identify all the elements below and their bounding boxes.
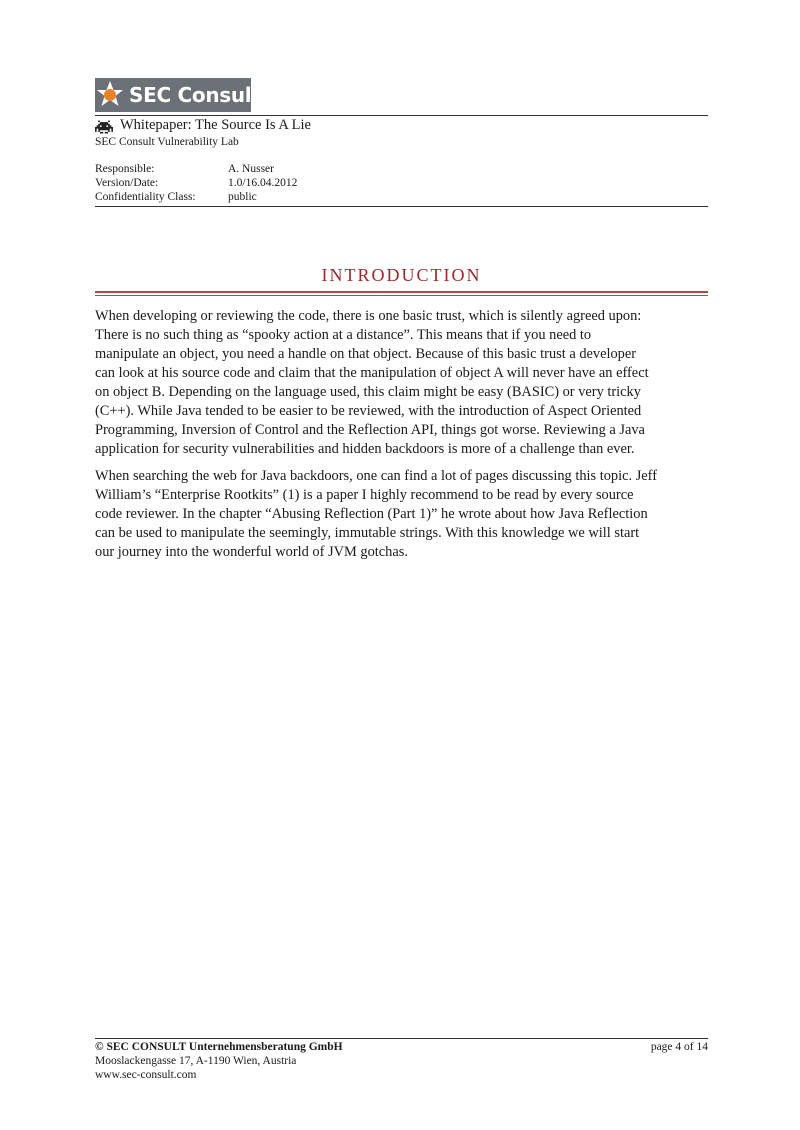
paragraph-line: application for security vulnerabilities and hidden backdoors is more of a challenge than ever. — [95, 441, 635, 457]
document-title-row — [95, 117, 311, 134]
paragraph-1 — [95, 307, 708, 459]
meta-row-confidentiality — [95, 191, 297, 205]
document-title: Whitepaper: The Source Is A Lie — [120, 117, 311, 133]
paragraph-line: William’s “Enterprise Rootkits” (1) is a paper I highly recommend to be read by every source — [95, 487, 634, 503]
footer-address: Mooslackengasse 17, A-1190 Wien, Austria — [95, 1055, 297, 1067]
header-bottom-rule — [95, 206, 708, 207]
paragraph-line: manipulate an object, you need a handle on that object. Because of this basic trust a developer — [95, 346, 637, 362]
meta-value: public — [228, 191, 257, 203]
paragraph-line: can look at his source code and claim that the manipulation of object A will never have an effect — [95, 365, 649, 381]
meta-label: Responsible: — [95, 163, 155, 175]
meta-label: Version/Date: — [95, 177, 159, 189]
footer-website: www.sec-consult.com — [95, 1069, 197, 1081]
sec-consult-logo — [95, 78, 261, 112]
meta-row-responsible — [95, 163, 297, 177]
logo-text: SEC Consult — [129, 83, 261, 107]
paragraph-line: code reviewer. In the chapter “Abusing Reflection (Part 1)” he wrote about how Java Reflection — [95, 506, 648, 522]
space-invader-icon — [95, 119, 113, 133]
footer-company: © SEC CONSULT Unternehmensberatung GmbH — [95, 1041, 343, 1053]
page-number: page 4 of 14 — [650, 1041, 708, 1053]
header-top-rule — [95, 115, 708, 116]
meta-value: 1.0/16.04.2012 — [228, 177, 298, 189]
paragraph-line: Programming, Inversion of Control and the Reflection API, things got worse. Reviewing a Java — [95, 422, 645, 438]
paragraph-2 — [95, 467, 708, 562]
meta-row-version — [95, 177, 297, 191]
footer-rule — [95, 1038, 708, 1039]
paragraph-line: (C++). While Java tended to be easier to be reviewed, with the introduction of Aspect Oriented — [95, 403, 642, 419]
paragraph-line: our journey into the wonderful world of JVM gotchas. — [95, 544, 408, 560]
section-heading-rule — [95, 291, 708, 296]
meta-value: A. Nusser — [228, 163, 274, 175]
lab-name: SEC Consult Vulnerability Lab — [95, 136, 239, 148]
paragraph-line: on object B. Depending on the language used, this claim might be easy (BASIC) or very tricky — [95, 384, 641, 400]
star-sun-logo-icon — [95, 78, 125, 112]
meta-label: Confidentiality Class: — [95, 191, 196, 203]
section-heading: INTRODUCTION — [321, 265, 482, 285]
document-metadata — [95, 163, 297, 205]
paragraph-line: There is no such thing as “spooky action at a distance”. This means that if you need to — [95, 327, 592, 343]
paragraph-line: When searching the web for Java backdoors, one can find a lot of pages discussing this topic. Jeff — [95, 468, 658, 484]
paragraph-line: When developing or reviewing the code, there is one basic trust, which is silently agreed upon: — [95, 308, 642, 324]
paragraph-line: can be used to manipulate the seemingly, immutable strings. With this knowledge we will start — [95, 525, 640, 541]
